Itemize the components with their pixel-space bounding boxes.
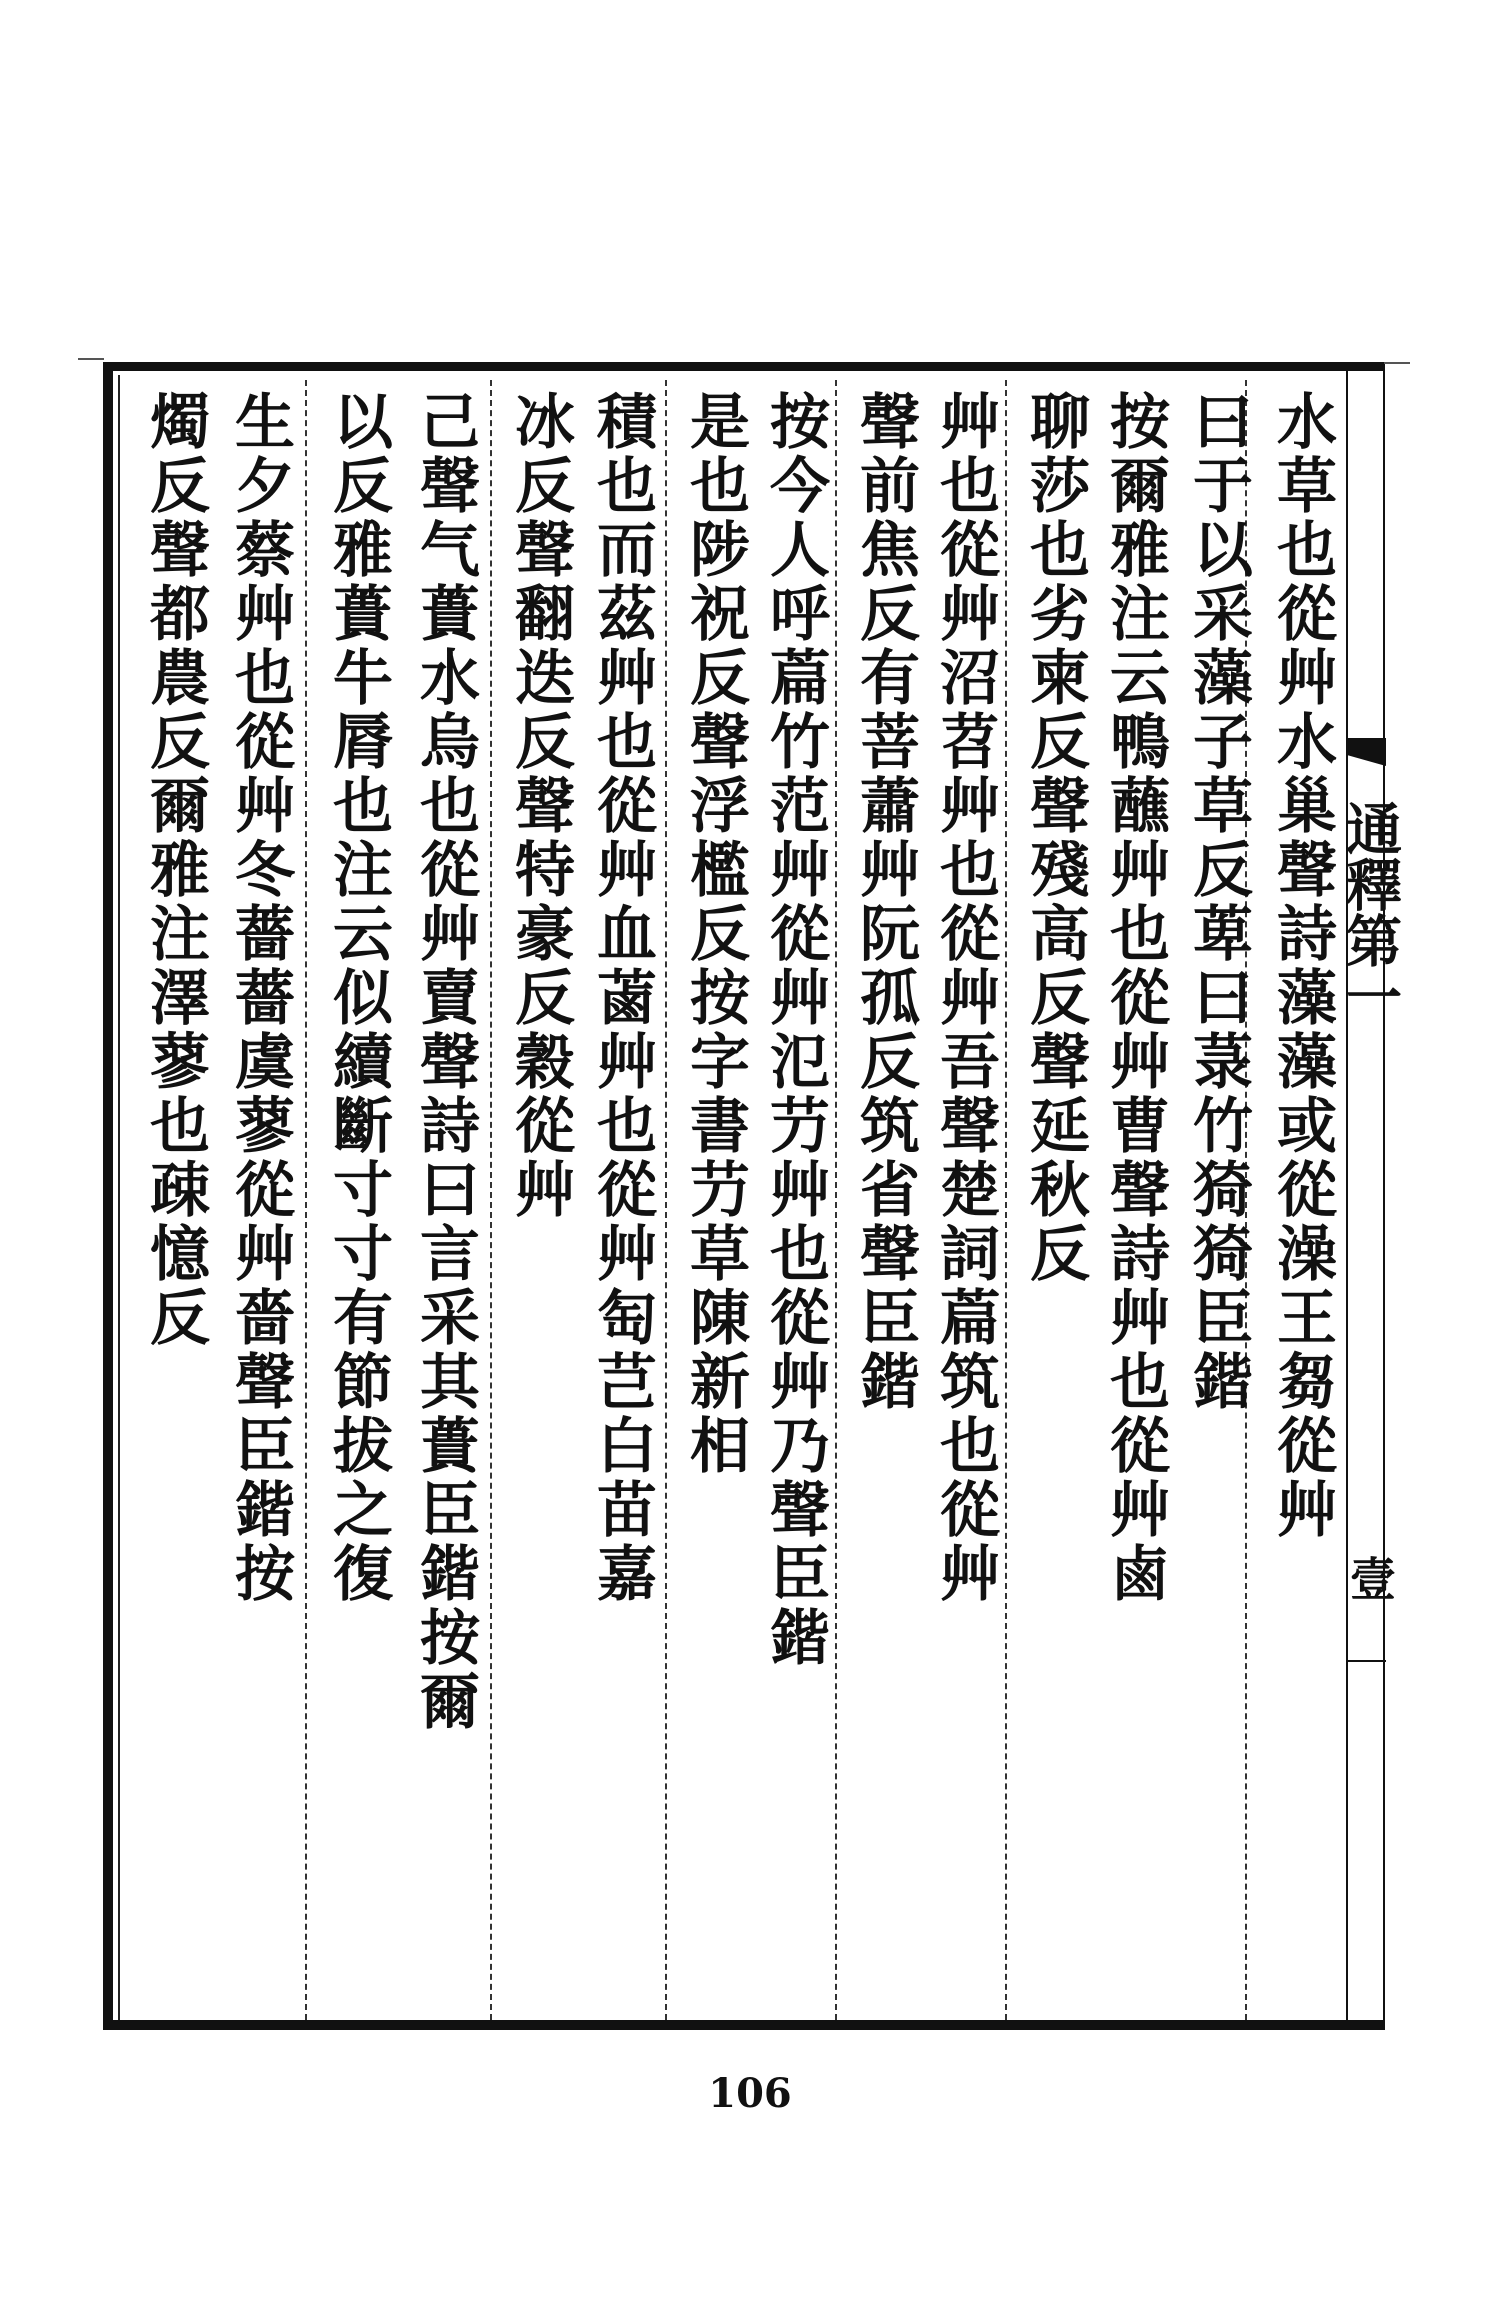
scan-edge-mark [1384,362,1410,364]
text-column: 按今人呼萹竹范艸從艸氾芀艸也從艸乃聲臣鍇 [760,390,830,1670]
text-column: 積也而茲艸也從艸血蓾艸也從艸匋芑白苗嘉 [587,390,657,1606]
text-column: 聊莎也劣柬反聲殘高反聲延秋反 [1020,390,1090,1286]
scan-edge-mark [78,358,104,360]
text-column: 水草也從艸水巢聲詩藻藻或從澡王芻從艸 [1267,390,1337,1542]
margin-title: 通釋第一 [1337,800,1403,1024]
text-column: 以反雅蕢牛脣也注云似續斷寸寸有節拔之復 [323,390,393,1606]
text-column: 是也陟祝反聲浮檻反按字書芀草陳新相 [680,390,750,1478]
page-number: 106 [708,2070,792,2117]
margin-band [1337,362,1403,2030]
margin-divider [1346,1660,1386,1662]
column-separator [305,380,307,2020]
text-column: 艸也從艸沼苕艸也從艸吾聲楚詞萹筑也從艸 [930,390,1000,1606]
column-separator [835,380,837,2020]
text-column: 按爾雅注云鴨蘸艸也從艸曹聲詩艸也從艸鹵 [1100,390,1170,1606]
text-column: 己聲气蕢水烏也從艸賣聲詩曰言采其蕢臣鍇按爾 [410,390,480,1734]
frame-inner-rule [118,375,120,2020]
column-separator [490,380,492,2020]
text-column: 燭反聲都農反爾雅注澤蓼也疎憶反 [140,390,210,1350]
column-separator [665,380,667,2020]
column-separator [1005,380,1007,2020]
text-column: 聲前焦反有菩蕭艸阮孤反筑省聲臣鍇 [850,390,920,1414]
text-column: 曰于以采藻子草反萆曰菉竹猗猗臣鍇 [1183,390,1253,1414]
margin-folio: 壹 [1343,1555,1397,1601]
text-column: 冰反聲翻迭反聲特豪反穀從艸 [505,390,575,1222]
text-column: 生夕蔡艸也從艸冬薔薔虞蓼從艸嗇聲臣鍇按 [225,390,295,1606]
